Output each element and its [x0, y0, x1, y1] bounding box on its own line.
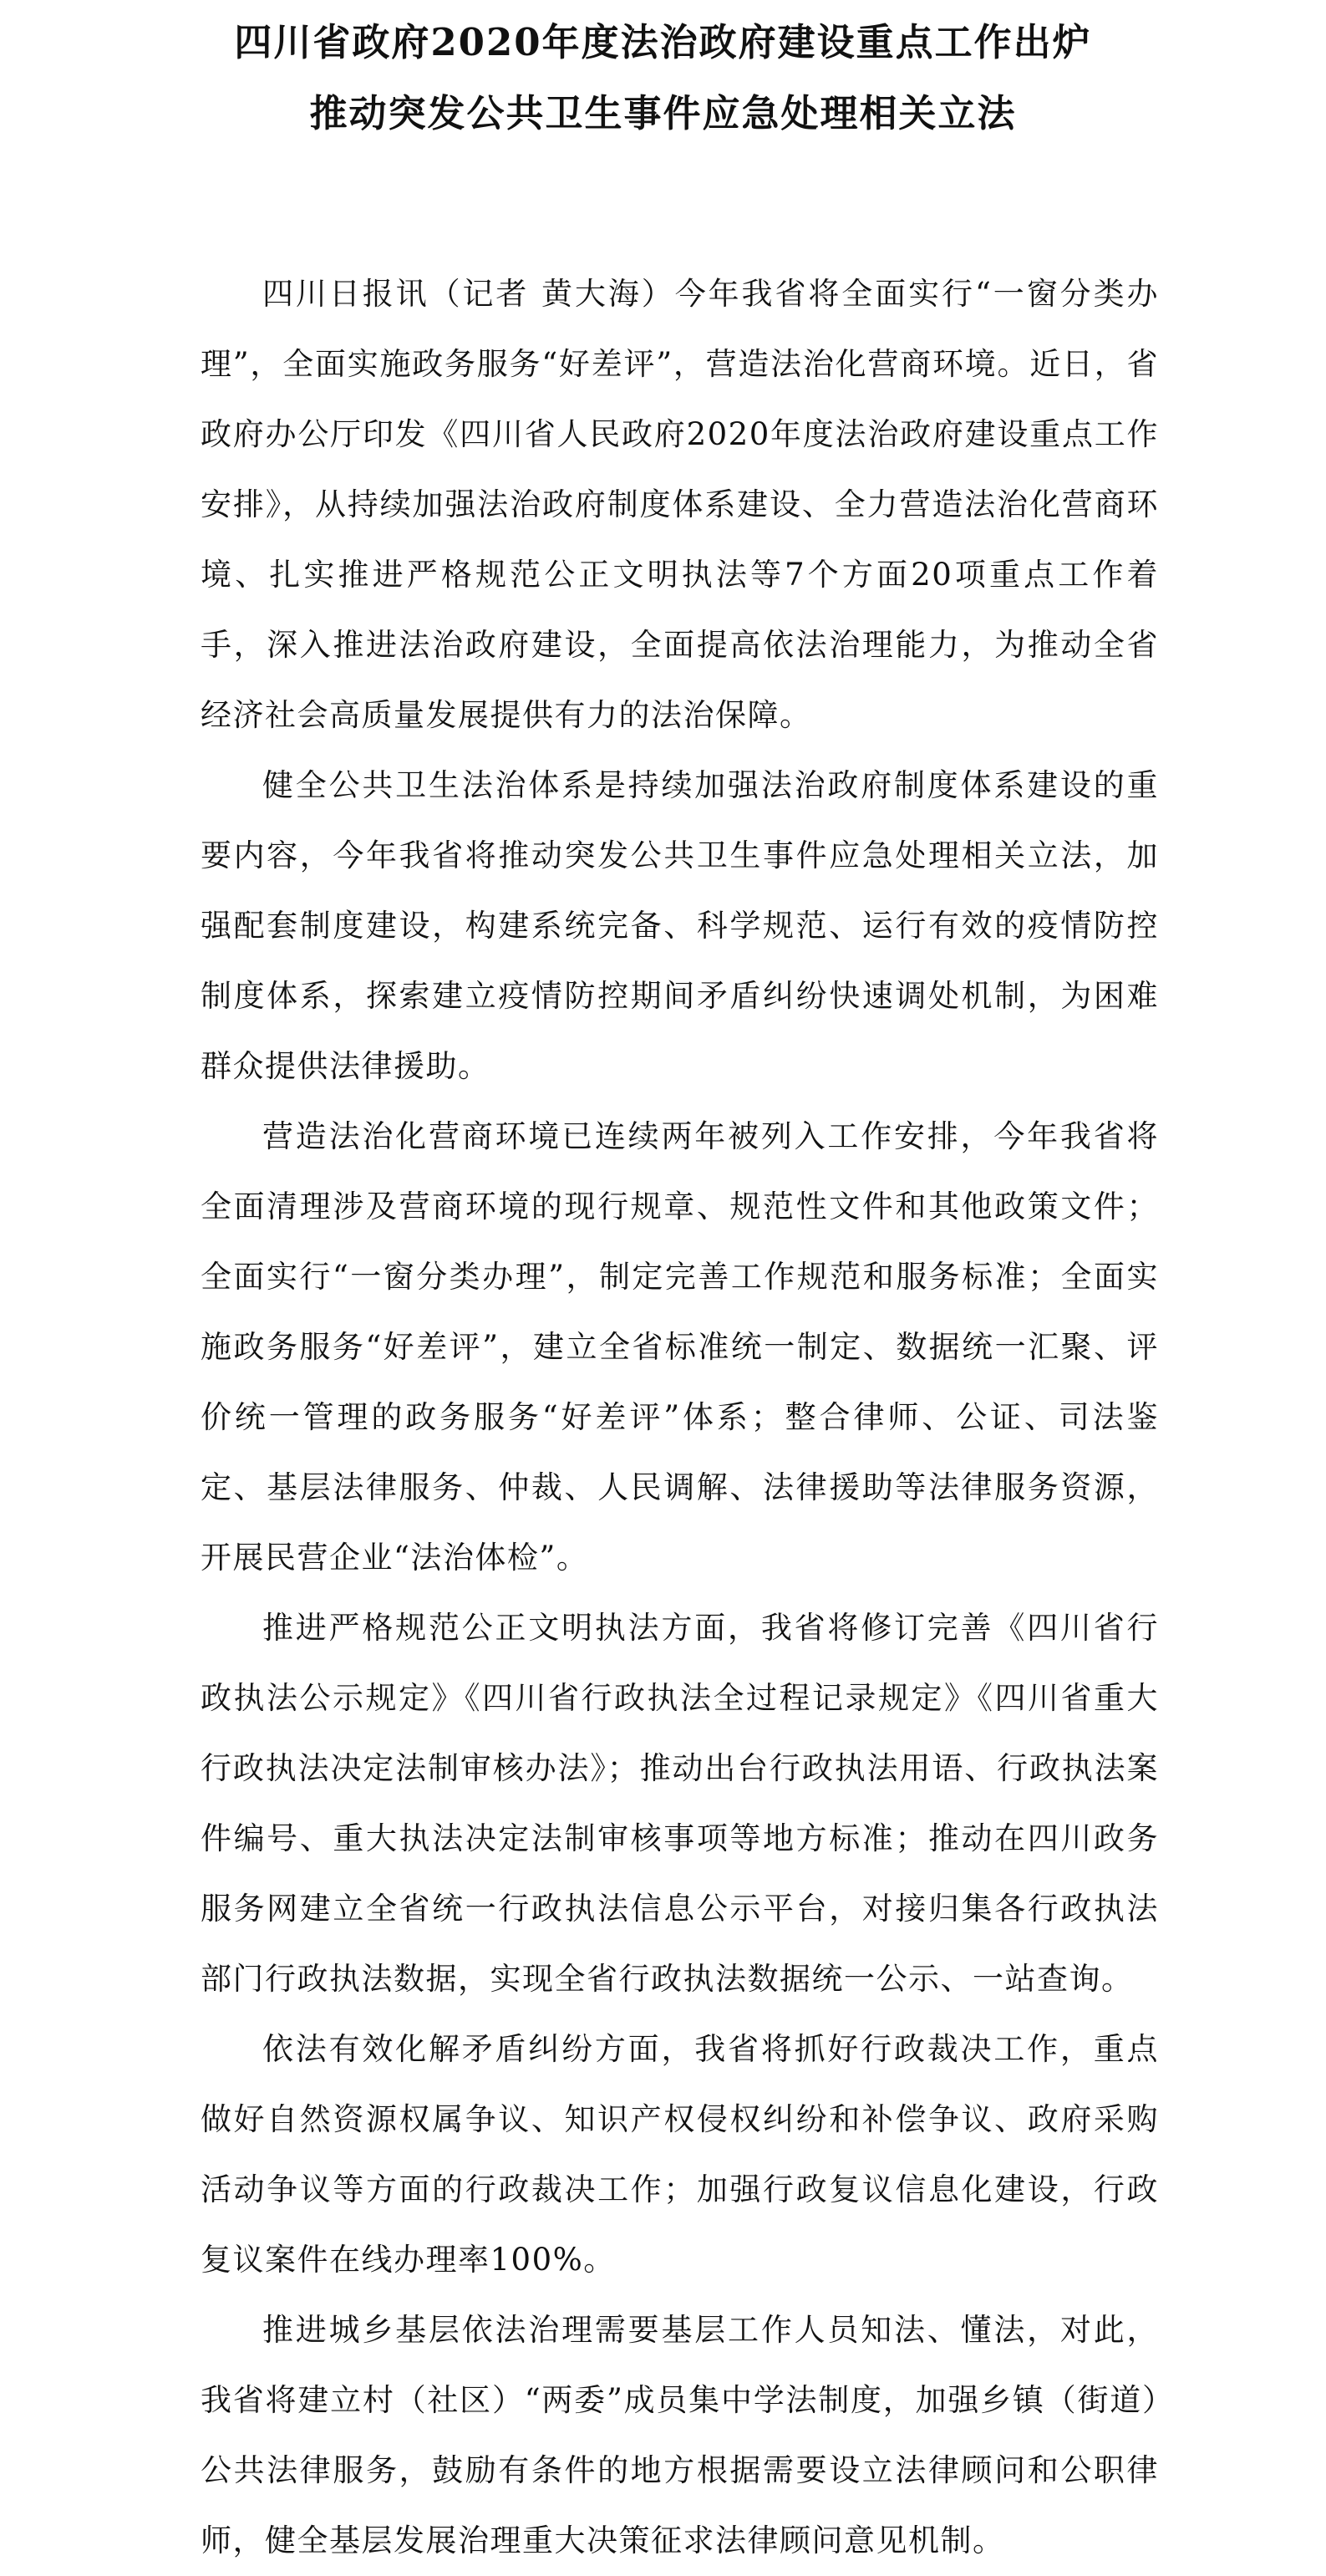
title-line-2: 推动突发公共卫生事件应急处理相关立法	[309, 91, 1017, 135]
paragraph-1: 四川日报讯（记者 黄大海）今年我省将全面实行“一窗分类办理”，全面实施政务服务“好差评”，营造法治化营商环境。近日，省政府办公厅印发《四川省人民政府2020年度法治政府建设重点工作安排》，从持续加强法治政府制度体系建设、全力营造法治化营商环境、扎实推进严格规范公正文明执法等7个方面20项重点工作着手，深入推进法治政府建设，全面提高依法治理能力，为推动全省经济社会高质量发展提供有力的法治保障。	[201, 276, 1159, 733]
article-title	[167, 0, 1159, 149]
article-body	[201, 259, 1159, 2576]
title-line-1: 四川省政府2020年度法治政府建设重点工作出炉	[234, 20, 1092, 64]
paragraph-4: 推进严格规范公正文明执法方面，我省将修订完善《四川省行政执法公示规定》《四川省行政执法全过程记录规定》《四川省重大行政执法决定法制审核办法》；推动出台行政执法用语、行政执法案件编号、重大执法决定法制审核事项等地方标准；推动在四川政务服务网建立全省统一行政执法信息公示平台，对接归集各行政执法部门行政执法数据，实现全省行政执法数据统一公示、一站查询。	[201, 1610, 1159, 1997]
paragraph-2: 健全公共卫生法治体系是持续加强法治政府制度体系建设的重要内容，今年我省将推动突发公共卫生事件应急处理相关立法，加强配套制度建设，构建系统完备、科学规范、运行有效的疫情防控制度体系，探索建立疫情防控期间矛盾纠纷快速调处机制，为困难群众提供法律援助。	[201, 767, 1159, 1084]
paragraph-6: 推进城乡基层依法治理需要基层工作人员知法、懂法，对此，我省将建立村（社区）“两委”成员集中学法制度，加强乡镇（街道）公共法律服务，鼓励有条件的地方根据需要设立法律顾问和公职律师，健全基层发展治理重大决策征求法律顾问意见机制。	[201, 2312, 1159, 2558]
paragraph-5: 依法有效化解矛盾纠纷方面，我省将抓好行政裁决工作，重点做好自然资源权属争议、知识产权侵权纠纷和补偿争议、政府采购活动争议等方面的行政裁决工作；加强行政复议信息化建设，行政复议案件在线办理率100%。	[201, 2031, 1159, 2278]
paragraph-3: 营造法治化营商环境已连续两年被列入工作安排，今年我省将全面清理涉及营商环境的现行规章、规范性文件和其他政策文件；全面实行“一窗分类办理”，制定完善工作规范和服务标准；全面实施政务服务“好差评”，建立全省标准统一制定、数据统一汇聚、评价统一管理的政务服务“好差评”体系；整合律师、公证、司法鉴定、基层法律服务、仲裁、人民调解、法律援助等法律服务资源，开展民营企业“法治体检”。	[201, 1118, 1159, 1576]
